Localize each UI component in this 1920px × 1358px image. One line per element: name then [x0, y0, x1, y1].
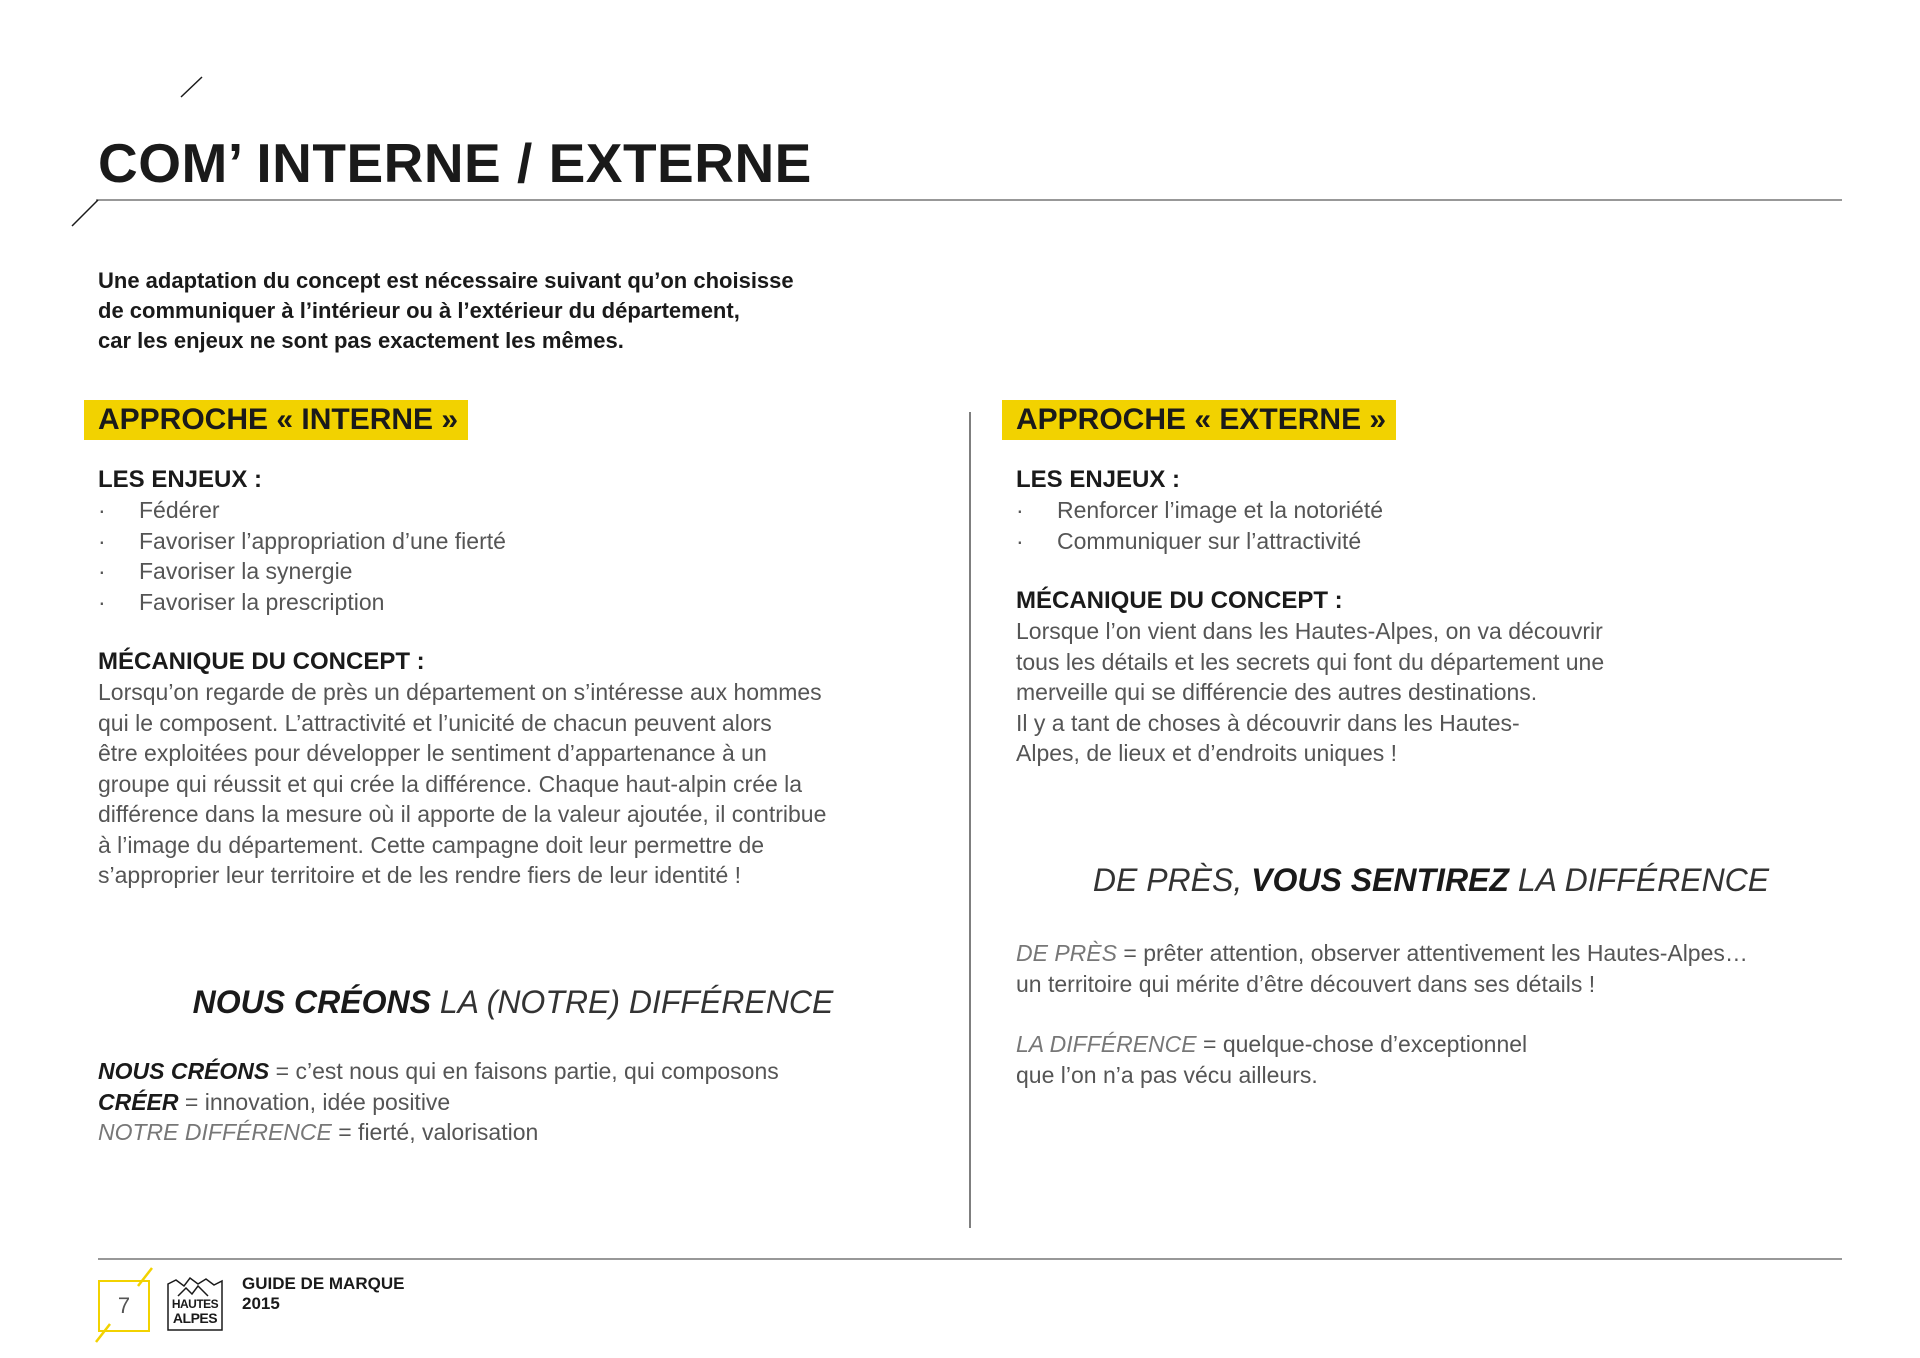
definition-text: = quelque-chose d’exceptionnel [1196, 1031, 1528, 1057]
externe-definitions [1016, 938, 1748, 1090]
text-line: Alpes, de lieux et d’endroits uniques ! [1016, 740, 1398, 766]
definition-row [1016, 1029, 1748, 1060]
slogan-rest: LA (NOTRE) DIFFÉRENCE [430, 984, 834, 1020]
list-item-text: Fédérer [139, 497, 220, 523]
definition-term: CRÉER [98, 1088, 179, 1115]
bullet-dot-icon: · [1016, 527, 1024, 554]
header-slash-top [181, 77, 202, 97]
externe-enjeux-title: LES ENJEUX : [1016, 466, 1181, 493]
interne-mecanique-text [98, 677, 898, 891]
text-line: merveille qui se différencie des autres destinations. [1016, 679, 1538, 705]
externe-mecanique-text [1016, 616, 1816, 769]
list-item [1016, 495, 1836, 526]
list-item [98, 495, 918, 526]
list-item-text: Favoriser la prescription [139, 588, 385, 615]
list-item [1016, 526, 1836, 557]
bullet-dot-icon: · [98, 527, 106, 554]
definition-term: DE PRÈS [1016, 940, 1117, 966]
externe-heading: APPROCHE « EXTERNE » [1002, 400, 1396, 440]
slogan-strong: NOUS CRÉONS [192, 984, 431, 1020]
text-line: tous les détails et les secrets qui font du département une [1016, 648, 1605, 675]
definition-text: = prêter attention, observer attentivement les Hautes-Alpes… [1116, 940, 1748, 966]
interne-slogan [98, 984, 928, 1021]
list-item-text: Renforcer l’image et la notoriété [1057, 497, 1383, 523]
text-line: s’approprier leur territoire et de les rendre fiers de leur identité ! [98, 862, 742, 888]
externe-mecanique-title: MÉCANIQUE DU CONCEPT : [1016, 587, 1343, 614]
logo-text-line1: HAUTES [171, 1297, 219, 1311]
bullet-dot-icon: · [98, 497, 106, 523]
slogan-pre: DE PRÈS, [1092, 862, 1252, 898]
definition-text: = fierté, valorisation [331, 1119, 539, 1145]
page-title: COM’ INTERNE / EXTERNE [98, 132, 812, 194]
interne-mecanique-title: MÉCANIQUE DU CONCEPT : [98, 648, 425, 675]
externe-enjeux-list [1016, 495, 1836, 556]
page-number: 7 [98, 1280, 150, 1332]
definition-row: un territoire qui mérite d’être découvert dans ses détails ! [1016, 970, 1596, 997]
intro-paragraph [98, 266, 918, 356]
text-line: Lorsqu’on regarde de près un département on s’intéresse aux hommes [98, 679, 822, 705]
footer-year: 2015 [242, 1294, 280, 1313]
footer-guide-label: GUIDE DE MARQUE [242, 1274, 405, 1293]
footer-guide [242, 1274, 404, 1314]
text-line: à l’image du département. Cette campagne doit leur permettre de [98, 831, 765, 858]
text-line: groupe qui réussit et qui crée la différence. Chaque haut-alpin crée la [98, 770, 803, 797]
definition-term: LA DIFFÉRENCE [1016, 1031, 1197, 1057]
slogan-rest: LA DIFFÉRENCE [1508, 862, 1770, 898]
logo-text-line2: ALPES [172, 1310, 218, 1326]
interne-enjeux-title: LES ENJEUX : [98, 466, 263, 493]
intro-line: de communiquer à l’intérieur ou à l’extérieur du département, [98, 298, 740, 323]
externe-slogan [1016, 862, 1846, 899]
externe-column [1016, 400, 1836, 769]
definition-row: que l’on n’a pas vécu ailleurs. [1016, 1061, 1318, 1088]
definition-term: NOTRE DIFFÉRENCE [98, 1119, 332, 1145]
text-line: Lorsque l’on vient dans les Hautes-Alpes, on va découvrir [1016, 618, 1603, 644]
text-line: différence dans la mesure où il apporte de la valeur ajoutée, il contribue [98, 801, 827, 827]
definition-row [98, 1117, 779, 1148]
intro-line: Une adaptation du concept est nécessaire suivant qu’on choisisse [98, 268, 794, 293]
definition-text: = c’est nous qui en faisons partie, qui composons [269, 1058, 779, 1084]
bullet-dot-icon: · [1016, 497, 1024, 523]
text-line: qui le composent. L’attractivité et l’unicité de chacun peuvent alors [98, 709, 772, 736]
list-item-text: Favoriser l’appropriation d’une fierté [139, 527, 506, 554]
definition-row [1016, 938, 1748, 969]
definition-row [98, 1056, 779, 1087]
list-item-text: Favoriser la synergie [139, 558, 353, 584]
definition-spacer [1016, 999, 1748, 1029]
text-line: être exploitées pour développer le sentiment d’appartenance à un [98, 740, 767, 766]
definition-row [98, 1087, 779, 1118]
intro-line: car les enjeux ne sont pas exactement les mêmes. [98, 328, 624, 353]
definition-term: NOUS CRÉONS [98, 1058, 270, 1084]
interne-definitions [98, 1056, 779, 1148]
hautes-alpes-logo [166, 1274, 224, 1332]
bullet-dot-icon: · [98, 588, 106, 615]
bullet-dot-icon: · [98, 558, 106, 584]
list-item [98, 587, 918, 618]
text-line: Il y a tant de choses à découvrir dans les Hautes- [1016, 709, 1520, 736]
list-item [98, 526, 918, 557]
list-item-text: Communiquer sur l’attractivité [1057, 527, 1362, 554]
slogan-strong: VOUS SENTIREZ [1251, 862, 1509, 898]
interne-column [98, 400, 918, 891]
definition-text: = innovation, idée positive [178, 1088, 451, 1115]
interne-heading: APPROCHE « INTERNE » [84, 400, 468, 440]
header-slash-bottom [72, 200, 98, 226]
interne-enjeux-list [98, 495, 918, 617]
list-item [98, 556, 918, 587]
